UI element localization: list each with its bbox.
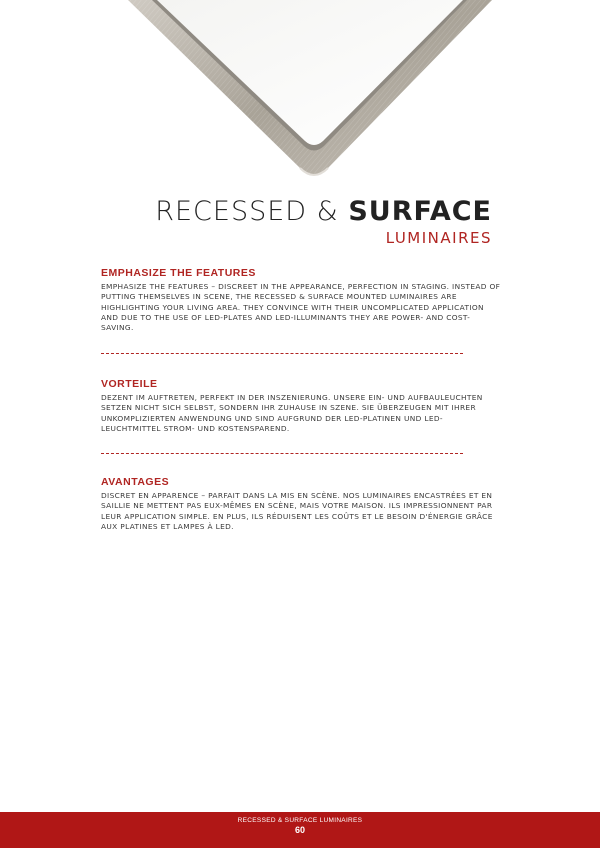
product-image-led-panel bbox=[0, 0, 600, 190]
dashed-divider bbox=[101, 353, 463, 354]
section-french bbox=[101, 476, 501, 532]
page-number: 60 bbox=[294, 825, 305, 835]
page-title-light: RECESSED & bbox=[155, 196, 349, 227]
section-body: DISCRET EN APPARENCE – PARFAIT DANS LA MIS EN SCÈNE. NOS LUMINAIRES ENCASTRÉES ET EN SAILLIE NE METTENT PAS EUX-MÊMES EN SCÈNE, MAIS VOTRE MAISON. ILS IMPRESSIONNENT PAR LEUR APPLICATION SIMPLE. EN PLUS, ILS RÉDUISENT LES COÛTS ET LE BESOIN D'ÉNERGIE GRÂCE AUX PLATINES ET LAMPES À LED. bbox=[101, 491, 493, 531]
section-heading: AVANTAGES bbox=[101, 476, 170, 488]
page-footer bbox=[0, 812, 600, 848]
page-title bbox=[0, 196, 492, 228]
section-body: EMPHASIZE THE FEATURES – DISCREET IN THE APPEARANCE, PERFECTION IN STAGING. INSTEAD OF PUTTING THEMSELVES IN SCENE, THE RECESSED & SURFACE MOUNTED LUMINAIRES ARE HIGHLIGHTING YOUR LIVING AREA. THEY CONVINCE WITH THEIR UNCOMPLICATED APPLICATION AND DUE TO THE USE OF LED-PLATES AND LED-ILLUMINANTS THEY ARE POWER- AND COST-SAVING. bbox=[101, 282, 501, 333]
page-subtitle: LUMINAIRES bbox=[385, 229, 492, 247]
dashed-divider bbox=[101, 453, 463, 454]
page-heading bbox=[0, 196, 492, 248]
section-english bbox=[101, 267, 501, 333]
section-german bbox=[101, 378, 501, 434]
section-body: DEZENT IM AUFTRETEN, PERFEKT IN DER INSZENIERUNG. UNSERE EIN- UND AUFBAULEUCHTEN SETZEN NICHT SICH SELBST, SONDERN IHR ZUHAUSE IN SZENE. SIE ÜBERZEUGEN MIT IHRER UNKOMPLIZIERTEN ANWENDUNG UND SIND AUFGRUND DER LED-PLATINEN UND LED-LEUCHTMITTEL STROM- UND KOSTENSPAREND. bbox=[101, 393, 483, 433]
footer-title: RECESSED & SURFACE LUMINAIRES bbox=[237, 817, 363, 824]
section-heading: VORTEILE bbox=[101, 378, 158, 390]
page-title-bold: SURFACE bbox=[348, 196, 492, 227]
section-heading: EMPHASIZE THE FEATURES bbox=[101, 267, 256, 279]
